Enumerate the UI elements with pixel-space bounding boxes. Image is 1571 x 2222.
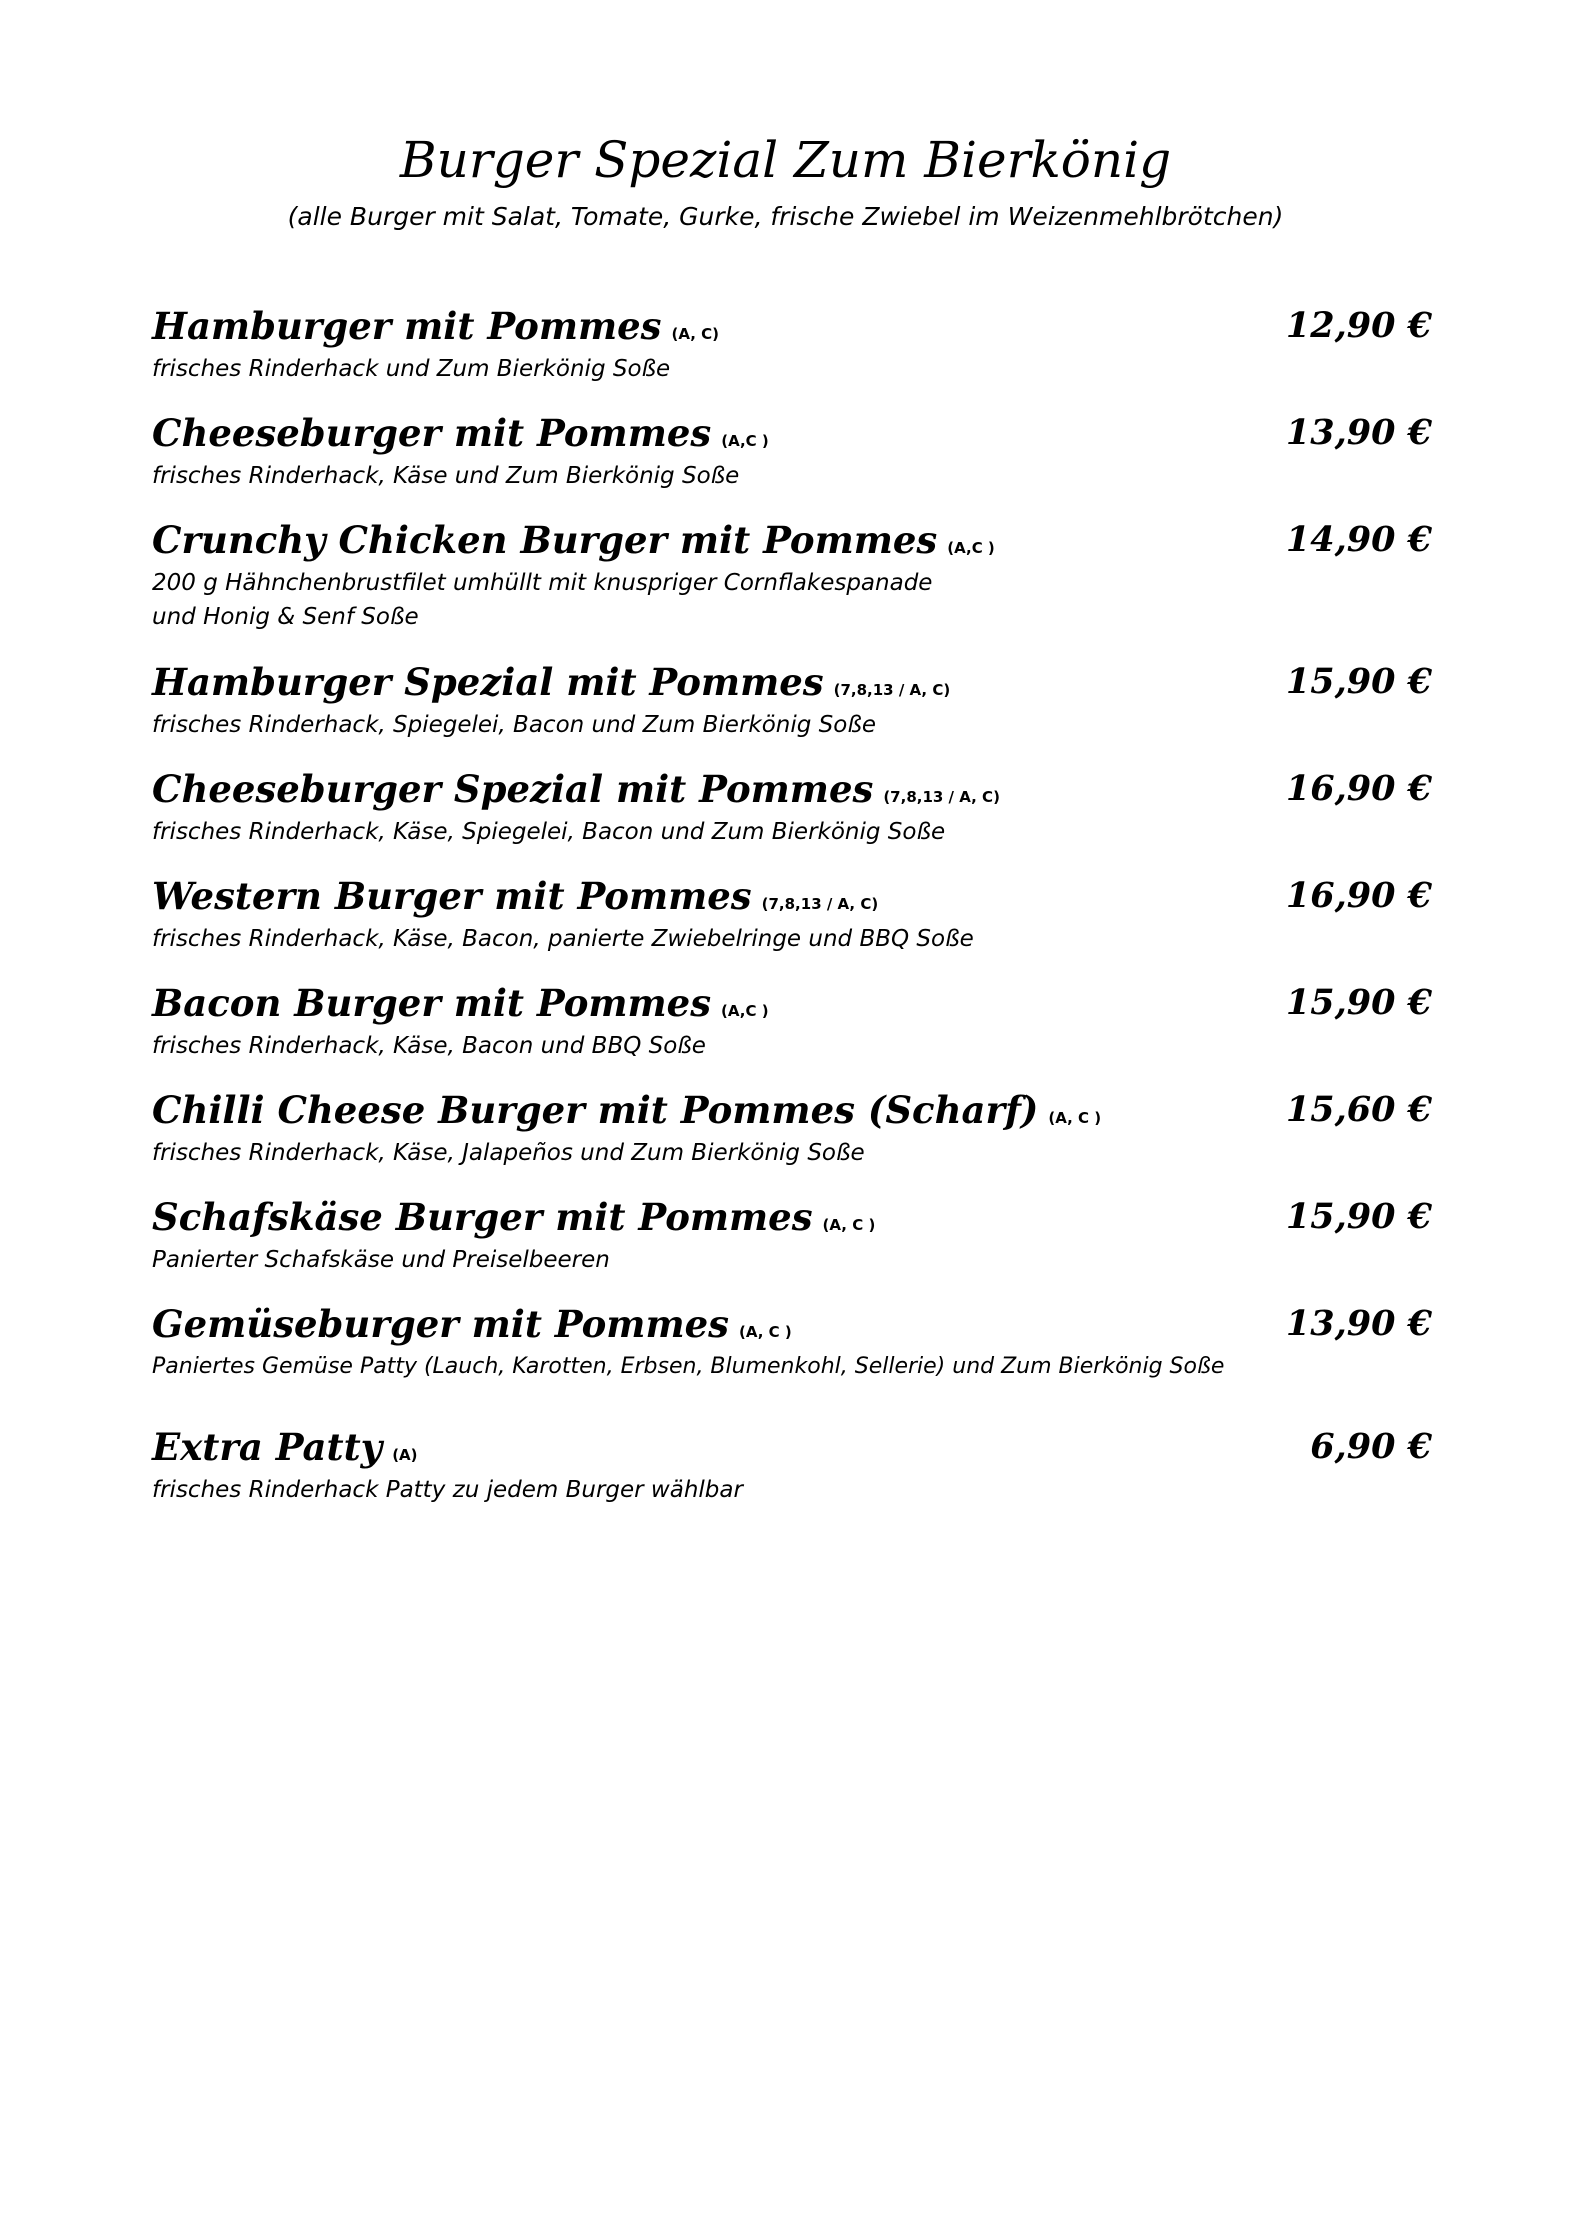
item-price: 14,90 €	[1285, 519, 1432, 560]
item-allergens: (A)	[392, 1446, 418, 1464]
item-name: Cheeseburger Spezial mit Pommes	[152, 767, 874, 811]
menu-item-cheeseburger-spezial	[152, 763, 1432, 849]
item-allergens: (A,C )	[721, 432, 769, 450]
menu-item-hamburger	[152, 300, 1432, 386]
item-name: Crunchy Chicken Burger mit Pommes	[152, 518, 938, 562]
item-description: Paniertes Gemüse Patty (Lauch, Karotten, Erbsen, Blumenkohl, Sellerie) und Zum Bierkönig Soße	[152, 1354, 1225, 1379]
item-allergens: (A, C )	[738, 1323, 792, 1341]
menu-item-chilli-cheese-burger	[152, 1084, 1432, 1170]
item-name: Cheeseburger mit Pommes	[152, 411, 712, 455]
item-price: 6,90 €	[1310, 1426, 1432, 1467]
item-allergens: (A, C )	[1048, 1109, 1102, 1127]
item-allergens: (A, C )	[822, 1216, 876, 1234]
menu-item-western-burger	[152, 870, 1432, 956]
item-name: Schafskäse Burger mit Pommes	[152, 1195, 813, 1239]
item-price: 12,90 €	[1285, 305, 1432, 346]
item-allergens: (A, C)	[671, 325, 720, 343]
item-name: Western Burger mit Pommes	[152, 874, 752, 918]
item-allergens: (A,C )	[721, 1002, 769, 1020]
menu-title: Burger Spezial Zum Bierkönig	[399, 131, 1172, 189]
item-price: 15,90 €	[1285, 661, 1432, 702]
item-description: frisches Rinderhack, Käse, Jalapeños und Zum Bierkönig Soße	[152, 1140, 865, 1166]
item-description: frisches Rinderhack, Käse, Spiegelei, Bacon und Zum Bierkönig Soße	[152, 819, 946, 845]
menu-subtitle: (alle Burger mit Salat, Tomate, Gurke, frische Zwiebel im Weizenmehlbrötchen)	[287, 202, 1284, 231]
menu-item-crunchy-chicken	[152, 514, 1432, 634]
item-price: 16,90 €	[1285, 875, 1432, 916]
item-description: frisches Rinderhack, Käse, Bacon, panierte Zwiebelringe und BBQ Soße	[152, 926, 974, 952]
item-description: frisches Rinderhack, Käse, Bacon und BBQ Soße	[152, 1033, 706, 1059]
item-description: 200 g Hähnchenbrustfilet umhüllt mit knuspriger Cornflakespanade	[152, 570, 933, 596]
item-allergens: (7,8,13 / A, C)	[883, 788, 1000, 806]
item-name: Hamburger mit Pommes	[152, 304, 662, 348]
item-description: frisches Rinderhack Patty zu jedem Burger wählbar	[152, 1477, 743, 1503]
item-allergens: (7,8,13 / A, C)	[761, 895, 879, 913]
item-allergens: (A,C )	[947, 539, 995, 557]
item-name: Extra Patty	[152, 1425, 383, 1469]
item-price: 15,60 €	[1285, 1089, 1432, 1130]
item-price: 15,90 €	[1285, 1196, 1432, 1237]
item-name: Bacon Burger mit Pommes	[152, 981, 712, 1025]
menu-item-bacon-burger	[152, 977, 1432, 1063]
item-description: frisches Rinderhack und Zum Bierkönig Soße	[152, 356, 671, 382]
item-name: Hamburger Spezial mit Pommes	[152, 660, 824, 704]
item-price: 15,90 €	[1285, 982, 1432, 1023]
item-name: Gemüseburger mit Pommes	[152, 1302, 729, 1346]
menu-item-gemueseburger	[152, 1298, 1432, 1384]
item-allergens: (7,8,13 / A, C)	[833, 681, 951, 699]
item-description: Panierter Schafskäse und Preiselbeeren	[152, 1247, 610, 1273]
menu-item-extra-patty	[152, 1421, 1432, 1507]
menu-item-schafskaese-burger	[152, 1191, 1432, 1277]
item-name: Chilli Cheese Burger mit Pommes (Scharf)	[152, 1088, 1039, 1132]
item-price: 13,90 €	[1285, 1303, 1432, 1344]
item-description: frisches Rinderhack, Käse und Zum Bierkönig Soße	[152, 463, 740, 489]
item-description: frisches Rinderhack, Spiegelei, Bacon und Zum Bierkönig Soße	[152, 712, 876, 738]
item-price: 13,90 €	[1285, 412, 1432, 453]
menu-item-cheeseburger	[152, 407, 1432, 493]
menu-item-hamburger-spezial	[152, 656, 1432, 742]
item-description: und Honig & Senf Soße	[152, 604, 419, 630]
item-price: 16,90 €	[1285, 768, 1432, 809]
